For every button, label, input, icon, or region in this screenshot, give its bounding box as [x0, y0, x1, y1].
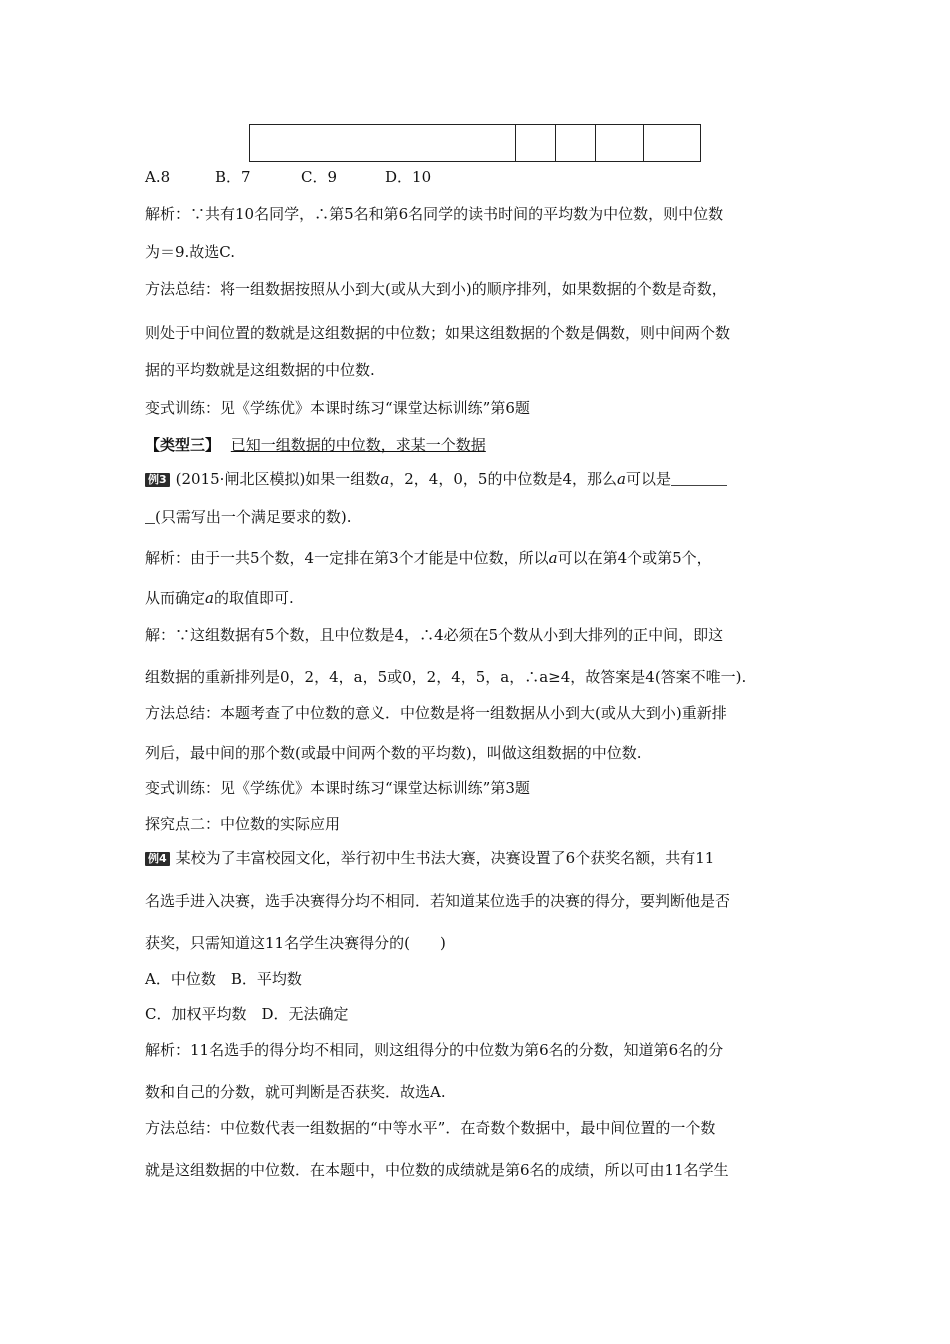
- ex3-analysis-part: 解析：由于一共5个数，4一定排在第3个才能是中位数，所以: [145, 549, 549, 567]
- ex3-solution-line-2: 组数据的重新排列是0，2，4，a，5或0，2，4，5，a，∴a≥4，故答案是4(答案不唯一).: [145, 668, 747, 686]
- ex3-question-line-1: [145, 469, 727, 489]
- ex4-question-line-3: 获奖，只需知道这11名学生决赛得分的( ): [145, 934, 446, 952]
- ex4-question-line-1: [145, 848, 714, 868]
- type3-title: 已知一组数据的中位数，求某一个数据: [230, 436, 486, 454]
- ex4-question-line-2: 名选手进入决赛，选手决赛得分均不相同．若知道某位选手的决赛的得分，要判断他是否: [145, 892, 731, 910]
- table-cell: [644, 125, 701, 162]
- answer-blank: [671, 471, 727, 486]
- ex3-question-part: (2015·闸北区模拟)如果一组数: [175, 470, 381, 488]
- section-heading: 探究点二：中位数的实际应用: [145, 815, 341, 833]
- ex4-options-line-1: A．中位数 B．平均数: [145, 970, 302, 988]
- ex2-options: [145, 167, 431, 187]
- table-row: [250, 125, 701, 162]
- ex3-analysis-line-2: [145, 588, 294, 608]
- ex3-solution-line-1: 解：∵这组数据有5个数，且中位数是4，∴4必须在5个数从小到大排列的正中间，即这: [145, 626, 724, 644]
- variable-a: a: [616, 470, 626, 488]
- option-b: B．7: [215, 168, 251, 186]
- ex2-method-line-2: 则处于中间位置的数就是这组数据的中位数；如果这组数据的个数是偶数，则中间两个数: [145, 324, 731, 342]
- variable-a: a: [205, 589, 214, 607]
- example-badge: 例4: [145, 852, 170, 866]
- ex4-analysis-line-2: 数和自己的分数，就可判断是否获奖．故选A.: [145, 1083, 446, 1101]
- ex3-method-line-1: 方法总结：本题考查了中位数的意义．中位数是将一组数据从小到大(或从大到小)重新排: [145, 704, 727, 722]
- ex2-method-line-3: 据的平均数就是这组数据的中位数.: [145, 361, 375, 379]
- option-d: D．10: [385, 168, 432, 186]
- ex4-method-line-1: 方法总结：中位数代表一组数据的“中等水平”．在奇数个数据中，最中间位置的一个数: [145, 1119, 716, 1137]
- ex4-analysis-line-1: 解析：11名选手的得分均不相同，则这组得分的中位数为第6名的分数，知道第6名的分: [145, 1041, 724, 1059]
- data-table: [249, 124, 701, 162]
- variable-a: a: [548, 549, 558, 567]
- ex3-question-part: 可以是: [625, 470, 671, 488]
- ex2-variant: 变式训练：见《学练优》本课时练习“课堂达标训练”第6题: [145, 399, 530, 417]
- ex3-method-line-2: 列后，最中间的那个数(或最中间两个数的平均数)，叫做这组数据的中位数.: [145, 744, 642, 762]
- ex3-analysis-part: 的取值即可.: [213, 589, 294, 607]
- table-cell: [556, 125, 596, 162]
- example-badge: 例3: [145, 473, 170, 487]
- table-cell: [516, 125, 556, 162]
- table-cell: [250, 125, 516, 162]
- answer-blank-continued: [145, 509, 155, 524]
- ex3-question-line-2: [145, 507, 351, 527]
- option-a: A.8: [145, 168, 171, 186]
- ex4-options-line-2: C．加权平均数 D．无法确定: [145, 1005, 349, 1023]
- ex4-method-line-2: 就是这组数据的中位数．在本题中，中位数的成绩就是第6名的成绩，所以可由11名学生: [145, 1161, 729, 1179]
- variable-a: a: [380, 470, 390, 488]
- ex3-question-part: ，2，4，0，5的中位数是4，那么: [389, 470, 617, 488]
- ex2-analysis-line-1: 解析：∵共有10名同学，∴第5名和第6名同学的读书时间的平均数为中位数，则中位数: [145, 205, 724, 223]
- ex3-analysis-line-1: [145, 548, 712, 568]
- ex4-question-part: 某校为了丰富校园文化，举行初中生书法大赛，决赛设置了6个获奖名额，共有11: [175, 849, 715, 867]
- ex2-analysis-line-2: 为＝9.故选C.: [145, 243, 236, 261]
- option-c: C．9: [301, 168, 338, 186]
- ex3-analysis-part: 可以在第4个或第5个，: [557, 549, 712, 567]
- table-cell: [596, 125, 644, 162]
- ex3-question-part: (只需写出一个满足要求的数).: [155, 508, 352, 526]
- ex3-variant: 变式训练：见《学练优》本课时练习“课堂达标训练”第3题: [145, 779, 530, 797]
- ex2-method-line-1: 方法总结：将一组数据按照从小到大(或从大到小)的顺序排列，如果数据的个数是奇数，: [145, 280, 727, 298]
- type3-label: 【类型三】: [145, 436, 221, 454]
- type3-heading: [145, 435, 486, 455]
- ex3-analysis-part: 从而确定: [145, 589, 206, 607]
